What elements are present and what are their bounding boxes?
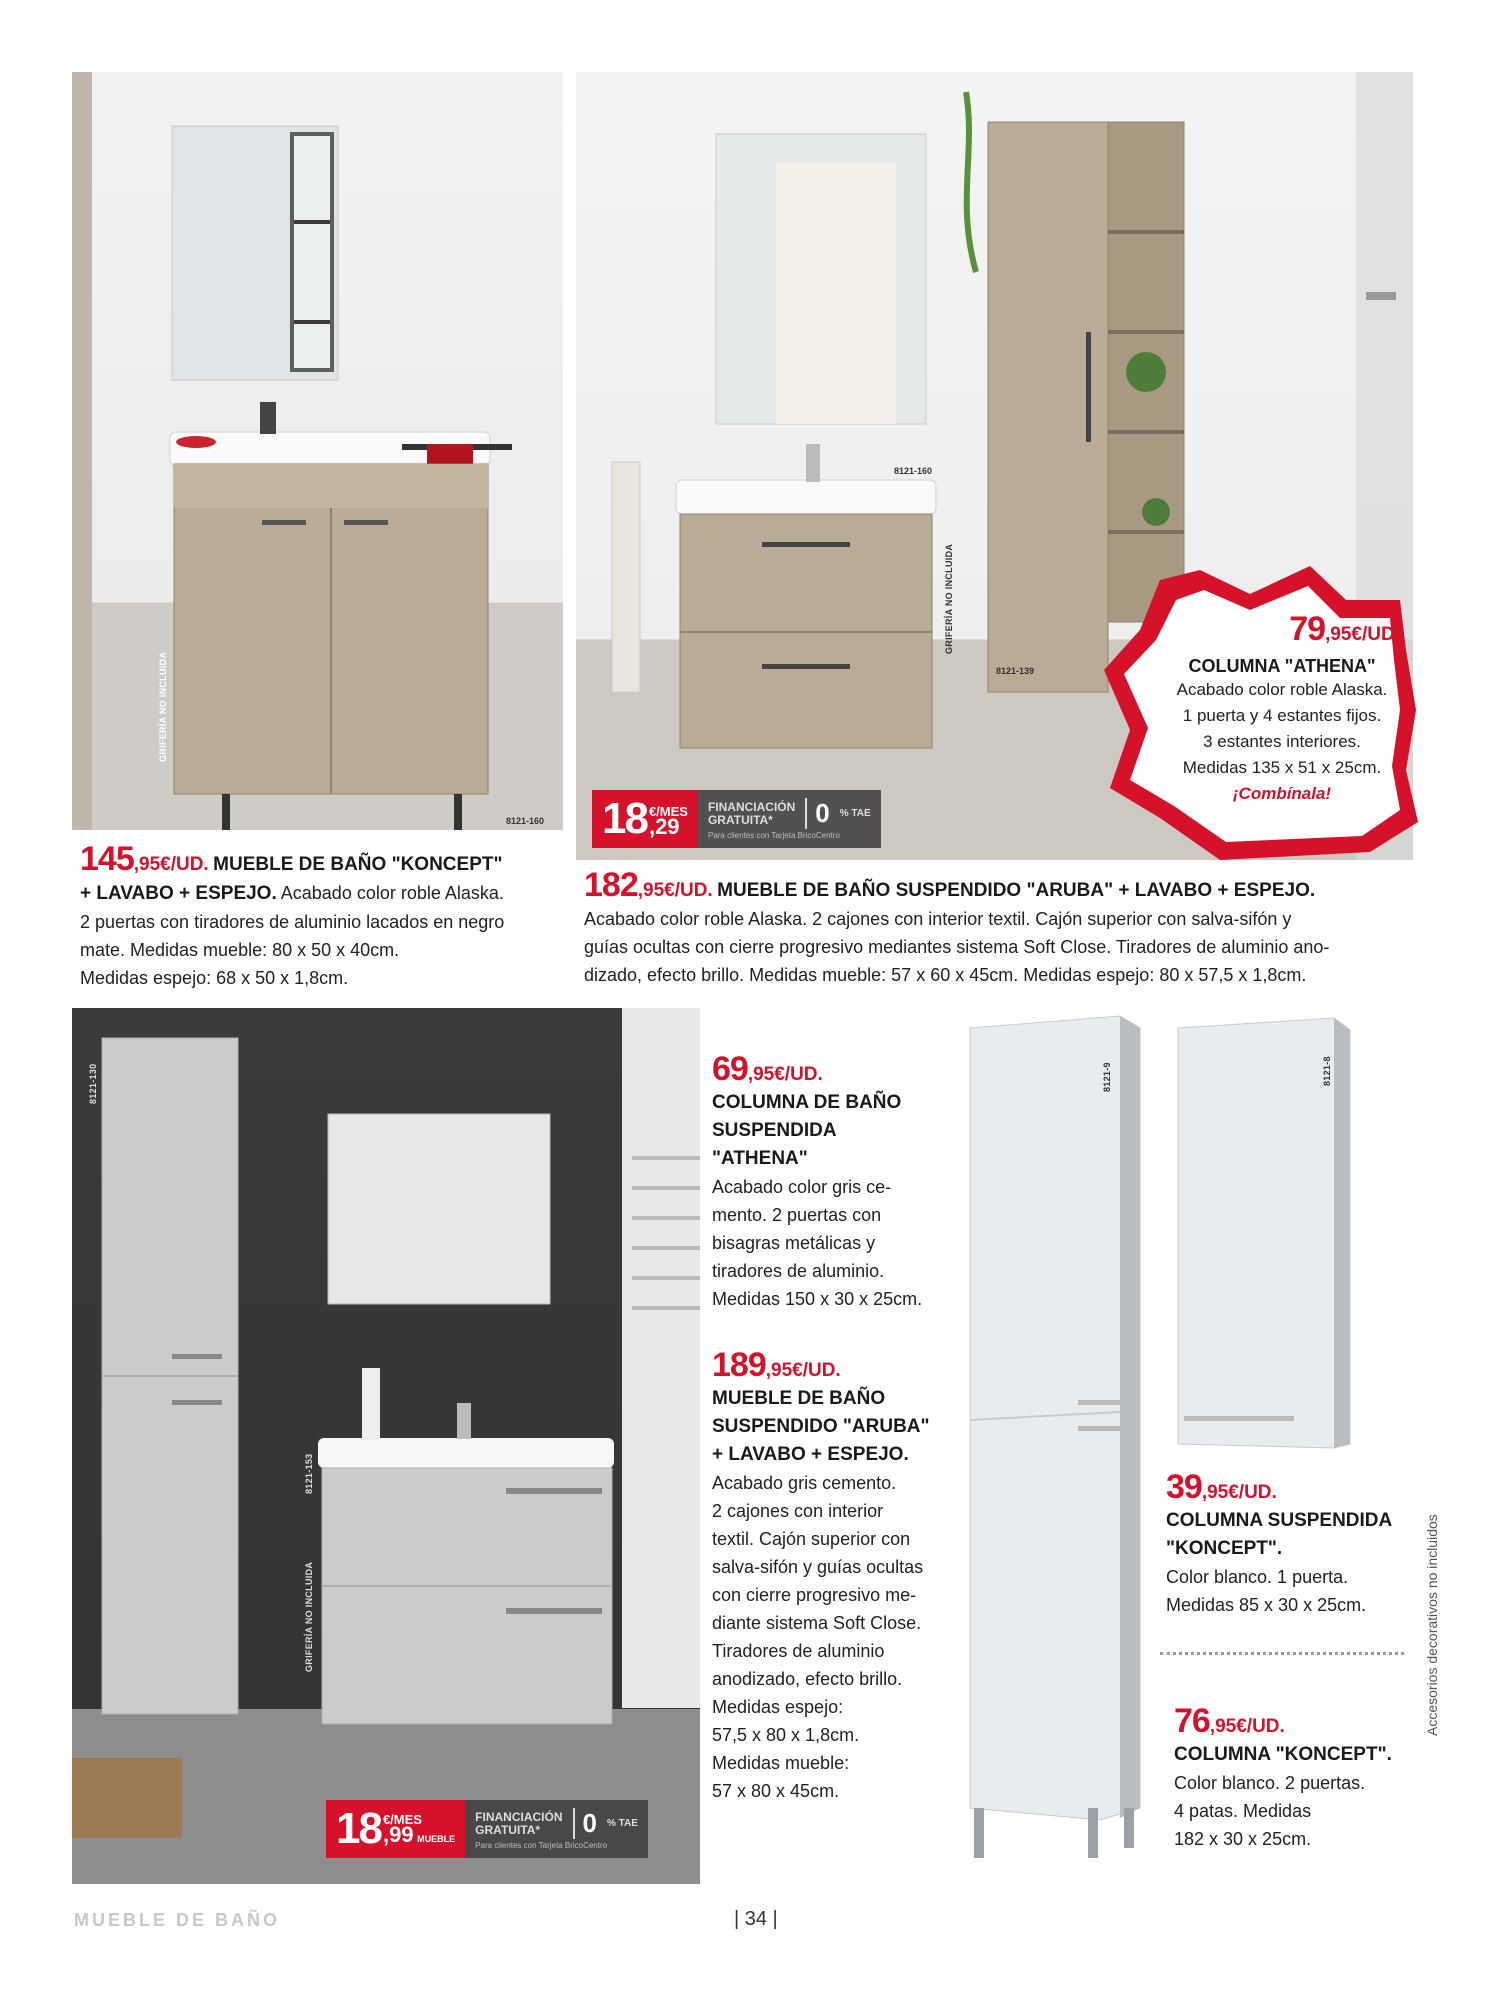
sku-aruba-oak: 8121-160 [894,466,933,476]
koncept-vanity-illustration [72,72,563,830]
aruba-grey-desc-4: salva-sifón y guías ocultas [712,1557,924,1577]
aruba-grey-desc-6: diante sistema Soft Close. [712,1613,922,1633]
financing-note: Para clientes con Tarjeta BricoCentro [707,831,840,840]
financing-free-label: GRATUITA* [475,1822,541,1837]
aruba-grey-desc-9: Medidas espejo: [712,1697,844,1717]
koncept-vanity-desc-1: Acabado color roble Alaska. [280,883,504,903]
aruba-grey-desc-1: Acabado gris cemento. [712,1473,897,1493]
koncept-hanging-price-int: 39 [1166,1468,1202,1506]
sku-koncept-hanging: 8121-8 [1322,1056,1332,1086]
athena-grey-desc-1: Acabado color gris ce- [712,1177,892,1197]
tae-label: % TAE [606,1818,638,1829]
aruba-grey-price-dec: ,95€/UD. [765,1360,841,1381]
financing-note: Para clientes con Tarjeta BricoCentro [475,1841,608,1850]
athena-oak-desc-3: 3 estantes interiores. [1203,732,1361,751]
koncept-column-desc-3: 182 x 30 x 25cm. [1174,1829,1312,1849]
aruba-grey-desc-5: con cierre progresivo me- [712,1585,917,1605]
faucet-not-included-note: GRIFERÍA NO INCLUIDA [944,543,954,654]
dotted-divider [1160,1652,1404,1655]
combine-cta: ¡Combínala! [1232,784,1332,803]
athena-oak-price-tag [1100,560,1420,870]
aruba-oak-title: MUEBLE DE BAÑO SUSPENDIDO "ARUBA" + LAVABO + ESPEJO. [717,880,1316,901]
koncept-column-price-dec: ,95€/UD. [1209,1716,1285,1737]
aruba-oak-desc-2: guías ocultas con cierre progresivo mediantes sistema Soft Close. Tiradores de aluminio ano- [584,937,1330,957]
koncept-hanging-image [1174,1016,1354,1450]
koncept-vanity-photo [72,72,563,830]
financing-badge-bottom [326,1800,648,1858]
financing-label: FINANCIACIÓN [707,799,796,814]
athena-grey-title-1: COLUMNA DE BAÑO [712,1092,902,1113]
koncept-vanity-price-dec: ,95€/UD. [133,854,209,875]
zero-rate: 0 [573,1808,597,1839]
koncept-vanity-price-int: 145 [80,840,134,878]
zero-rate: 0 [805,798,829,829]
sku-athena-oak: 8121-139 [996,666,1035,676]
aruba-grey-desc-8: anodizado, efecto brillo. [712,1669,903,1689]
aruba-grey-desc-12: 57 x 80 x 45cm. [712,1781,840,1801]
aruba-oak-price-int: 182 [584,866,638,904]
aruba-oak-price-dec: ,95€/UD. [637,880,713,901]
financing-amount-integer: 18 [602,794,647,843]
koncept-column-illustration [960,1008,1160,1868]
sku-aruba-grey: 8121-153 [304,1453,314,1494]
financing-free-label: GRATUITA* [707,812,773,827]
athena-grey-title-3: "ATHENA" [712,1148,808,1169]
faucet-not-included-note: GRIFERÍA NO INCLUIDA [158,651,168,762]
financing-badge-top [592,790,881,848]
aruba-grey-desc-7: Tiradores de aluminio [712,1641,885,1661]
footer-section-label: MUEBLE DE BAÑO [74,1910,281,1930]
sku-koncept-vanity: 8121-160 [506,816,545,826]
aruba-grey-desc-10: 57,5 x 80 x 1,8cm. [712,1725,860,1745]
koncept-column-desc-1: Color blanco. 2 puertas. [1174,1773,1366,1793]
koncept-column-price-int: 76 [1174,1702,1210,1740]
aruba-grey-desc-2: 2 cajones con interior [712,1501,884,1521]
koncept-column-text [1174,1702,1414,1853]
athena-grey-text [712,1050,962,1313]
financing-amount [326,1800,465,1858]
koncept-vanity-title-1: MUEBLE DE BAÑO "KONCEPT" [213,854,503,875]
page-number: | 34 | [734,1908,778,1930]
aruba-grey-text [712,1346,962,1805]
athena-grey-desc-4: tiradores de aluminio. [712,1261,885,1281]
koncept-hanging-price-dec: ,95€/UD. [1201,1482,1277,1503]
koncept-vanity-title-2: + LAVABO + ESPEJO. [80,883,277,904]
koncept-hanging-title-2: "KONCEPT". [1166,1538,1283,1559]
aruba-grey-desc-11: Medidas mueble: [712,1753,850,1773]
koncept-vanity-desc-3: mate. Medidas mueble: 80 x 50 x 40cm. [80,940,400,960]
aruba-grey-illustration [72,1008,700,1884]
financing-amount [592,790,698,848]
price-decimal: ,95€/UD. [1325,624,1400,645]
financing-info [465,1800,648,1858]
aruba-grey-title-3: + LAVABO + ESPEJO. [712,1444,909,1465]
financing-per-month: €/MES [648,804,688,819]
athena-grey-desc-5: Medidas 150 x 30 x 25cm. [712,1289,923,1309]
koncept-vanity-desc-4: Medidas espejo: 68 x 50 x 1,8cm. [80,968,349,988]
sku-koncept-column: 8121-9 [1102,1062,1112,1092]
sku-athena-grey: 8121-130 [88,1063,98,1104]
financing-amount-decimal: ,29 [648,814,680,839]
aruba-grey-price-int: 189 [712,1346,766,1384]
athena-oak-desc-4: Medidas 135 x 51 x 25cm. [1182,758,1382,777]
aruba-oak-desc-1: Acabado color roble Alaska. 2 cajones con interior textil. Cajón superior con salva-sifón y [584,909,1292,929]
athena-grey-desc-3: bisagras metálicas y [712,1233,876,1253]
athena-oak-desc-1: Acabado color roble Alaska. [1176,680,1388,699]
financing-amount-decimal: ,99 [382,1821,414,1847]
aruba-grey-title-2: SUSPENDIDO "ARUBA" [712,1416,930,1437]
aruba-oak-desc-3: dizado, efecto brillo. Medidas mueble: 57 x 60 x 45cm. Medidas espejo: 80 x 57,5 x 1,8cm. [584,965,1307,985]
athena-oak-desc-2: 1 puerta y 4 estantes fijos. [1182,706,1382,725]
financing-unit: MUEBLE [417,1833,456,1844]
koncept-column-desc-2: 4 patas. Medidas [1174,1801,1312,1821]
decorative-accessories-note: Accesorios decorativos no incluidos [1424,1514,1440,1736]
athena-grey-title-2: SUSPENDIDA [712,1120,837,1141]
athena-grey-price-int: 69 [712,1050,748,1088]
athena-grey-price-dec: ,95€/UD. [747,1064,823,1085]
financing-per-month: €/MES [382,1811,422,1827]
aruba-oak-text [584,866,1414,989]
tae-label: % TAE [839,808,871,819]
koncept-column-image [960,1008,1160,1868]
koncept-hanging-title-1: COLUMNA SUSPENDIDA [1166,1510,1393,1531]
koncept-hanging-desc-1: Color blanco. 1 puerta. [1166,1567,1349,1587]
financing-info [698,790,881,848]
koncept-hanging-desc-2: Medidas 85 x 30 x 25cm. [1166,1595,1367,1615]
koncept-vanity-desc-2: 2 puertas con tiradores de aluminio lacados en negro [80,912,505,932]
koncept-vanity-text [80,840,570,992]
price-integer: 79 [1289,610,1326,648]
athena-oak-title: COLUMNA "ATHENA" [1188,656,1376,676]
financing-label: FINANCIACIÓN [475,1809,563,1824]
koncept-hanging-text [1166,1468,1416,1619]
aruba-grey-photo [72,1008,700,1884]
athena-grey-desc-2: mento. 2 puertas con [712,1205,882,1225]
athena-oak-price [1289,610,1400,649]
aruba-grey-title-1: MUEBLE DE BAÑO [712,1388,886,1409]
financing-amount-integer: 18 [336,1804,381,1853]
faucet-not-included-note: GRIFERÍA NO INCLUIDA [304,1561,314,1672]
koncept-column-title: COLUMNA "KONCEPT". [1174,1744,1392,1765]
aruba-grey-desc-3: textil. Cajón superior con [712,1529,911,1549]
